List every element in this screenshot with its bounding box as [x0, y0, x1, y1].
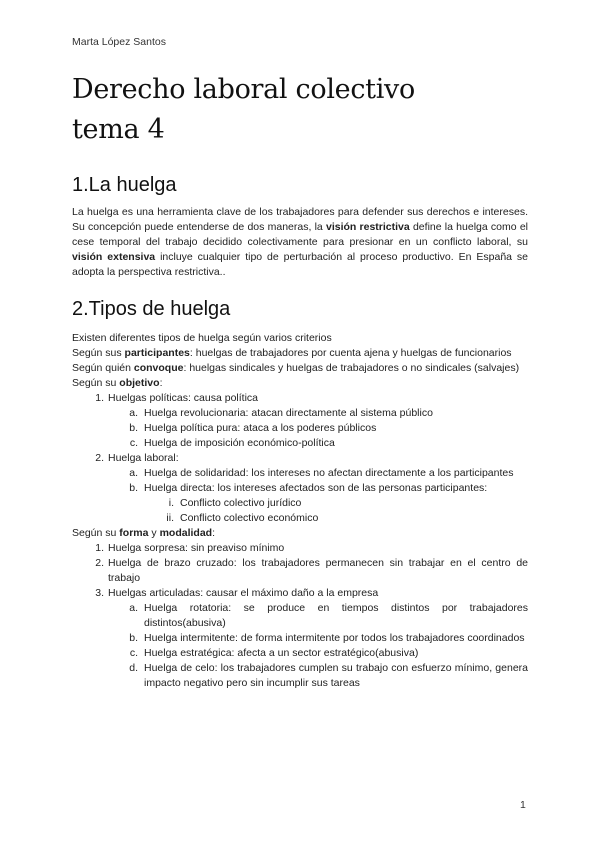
section-heading-tipos: 2.Tipos de huelga [72, 298, 231, 320]
criterion-objetivo: Según su objetivo: [72, 377, 163, 389]
bold-term: visión restrictiva [325, 221, 410, 233]
list-item: d. Huelga de celo: los trabajadores cumplen su trabajo con esfuerzo mínimo, genera impacto negativo pero sin incumplir sus tareas [129, 662, 528, 689]
forma-list [72, 541, 528, 691]
sublist [144, 496, 528, 526]
list-item: b. Huelga política pura: ataca a los poderes públicos [129, 422, 377, 434]
list-item: a. Huelga rotatoria: se produce en tiempos distintos por trabajadores distintos(abusiva) [129, 602, 528, 629]
list-item: c. Huelga estratégica: afecta a un sector estratégico(abusiva) [129, 647, 419, 659]
title-line-1: Derecho laboral colectivo [72, 74, 415, 105]
list-item: a. Huelga revolucionaria: atacan directamente al sistema público [129, 407, 433, 419]
list-item: 3. Huelgas articuladas: causar el máximo daño a la empresa a. Huelga rotatoria: se produce en tiempos distintos por trabajadores distintos(abusiva) b. Huelga intermitente: de forma intermitente por todos los trabajadores coordinados c. Huelga estratégica: afecta a un sector estratégico(abusiva) d. Huelga de celo: los trabajadores cumplen su trabajo con esfuerzo mínimo, genera impacto negativo pero sin incumplir sus tareas [95, 587, 528, 689]
list-item: i. Conflicto colectivo jurídico [168, 497, 302, 509]
sublist [108, 601, 528, 691]
document-title [72, 70, 415, 150]
sublist [108, 406, 528, 451]
criterion-forma: Según su forma y modalidad: [72, 527, 216, 539]
page-number: 1 [520, 799, 526, 811]
sublist [108, 466, 528, 526]
criterion-participantes: Según sus participantes: huelgas de trabajadores por cuenta ajena y huelgas de funcionarios [72, 347, 512, 359]
criterion-convoque: Según quién convoque: huelgas sindicales y huelgas de trabajadores o no sindicales (salvajes) [72, 362, 520, 374]
bold-term: visión extensiva [72, 251, 156, 263]
author-name: Marta López Santos [72, 36, 166, 48]
section-body-tipos [72, 331, 528, 691]
list-item: b. Huelga intermitente: de forma intermitente por todos los trabajadores coordinados [129, 632, 525, 644]
list-item: 1. Huelga sorpresa: sin preaviso mínimo [95, 542, 285, 554]
list-item: a. Huelga de solidaridad: los intereses no afectan directamente a los participantes [129, 467, 514, 479]
section-paragraph-huelga: La huelga es una herramienta clave de los trabajadores para defender sus derechos e intereses. Su concepción puede entenderse de dos maneras, la visión restrictiva define la huelga como el cese temporal del trabajo decidido colectivamente para presionar en un conflicto laboral, su visión extensiva incluye cualquier tipo de perturbación al proceso productivo. En España se adopta la perspectiva restrictiva.. [72, 206, 529, 278]
intro-line: Existen diferentes tipos de huelga según varios criterios [72, 332, 332, 344]
title-line-2: tema 4 [72, 114, 165, 145]
section-heading-huelga: 1.La huelga [72, 174, 177, 196]
list-item: 2. Huelga de brazo cruzado: los trabajadores permanecen sin trabajar en el centro de trabajo [95, 557, 528, 584]
list-item: b. Huelga directa: los intereses afectados son de las personas participantes: i. Conflicto colectivo jurídico ii. Conflicto colectivo económico [108, 481, 528, 526]
list-item: c. Huelga de imposición económico-política [129, 437, 335, 449]
list-item: 2. Huelga laboral: a. Huelga de solidaridad: los intereses no afectan directamente a los participantes b. Huelga directa: los intereses afectados son de las personas participantes: i. Conflicto colectivo jurídico ii. Conflicto colectivo económico [72, 451, 528, 526]
list-item: ii. Conflicto colectivo económico [166, 512, 319, 524]
objetivo-list [72, 391, 528, 526]
list-item: 1. Huelgas políticas: causa política a. Huelga revolucionaria: atacan directamente al sistema público b. Huelga política pura: ataca a los poderes públicos c. Huelga de imposición económico-política [72, 391, 528, 451]
